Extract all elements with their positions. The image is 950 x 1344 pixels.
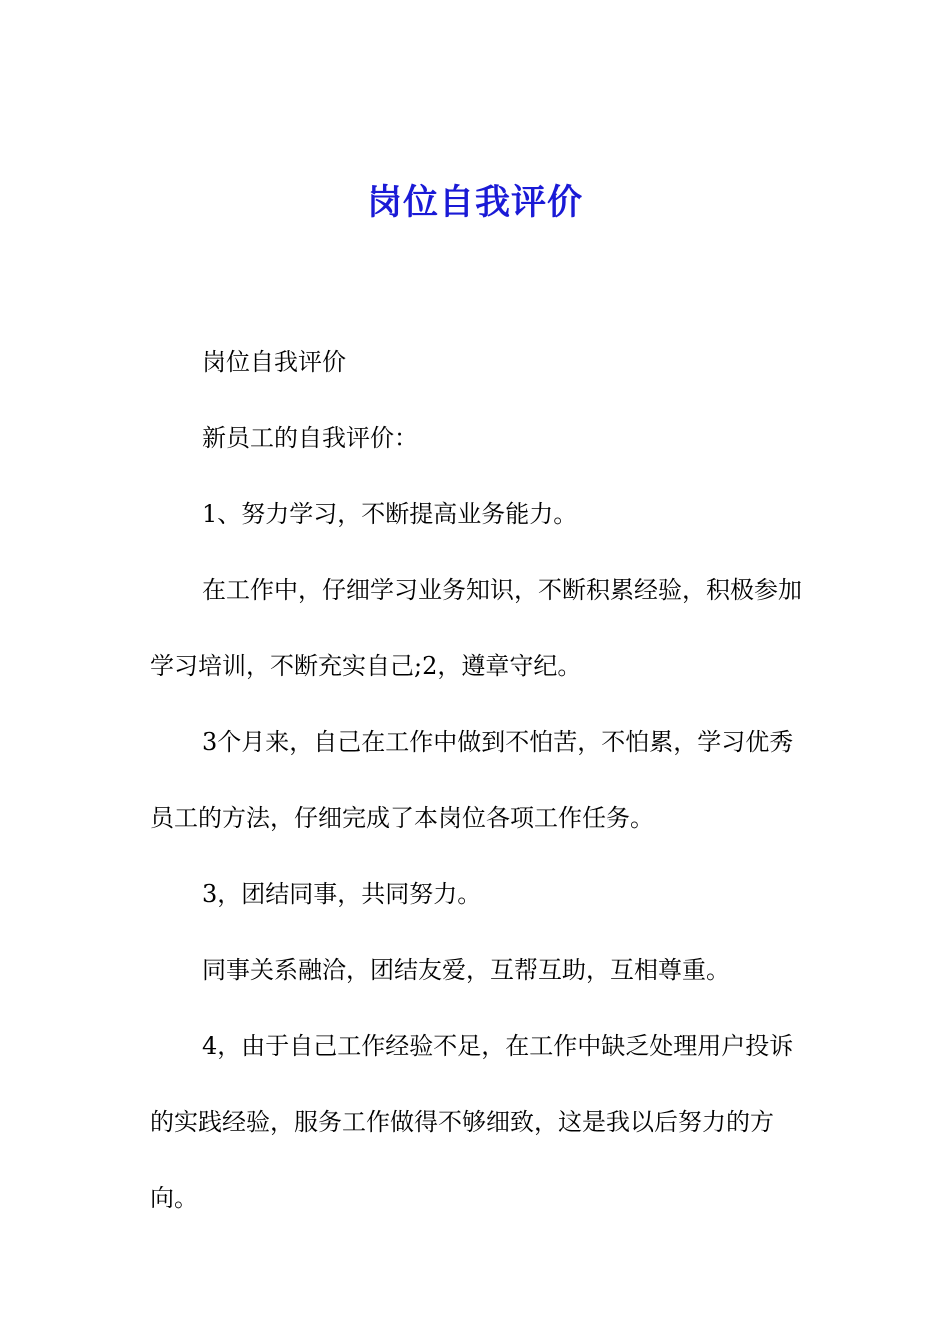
paragraph: 岗位自我评价 <box>202 348 346 376</box>
paragraph: 1、努力学习，不断提高业务能力。 <box>202 500 578 528</box>
paragraph: 新员工的自我评价： <box>202 424 418 452</box>
paragraph: 4，由于自己工作经验不足，在工作中缺乏处理用户投诉的实践经验，服务工作做得不够细致，这是我以后努力的方向。 <box>150 1032 794 1212</box>
paragraph: 3个月来，自己在工作中做到不怕苦，不怕累，学习优秀员工的方法，仔细完成了本岗位各项工作任务。 <box>150 728 794 832</box>
paragraph: 3，团结同事，共同努力。 <box>202 880 482 908</box>
document-body <box>150 324 810 1236</box>
paragraph: 在工作中，仔细学习业务知识，不断积累经验，积极参加学习培训，不断充实自己;2，遵章守纪。 <box>150 576 802 680</box>
paragraph: 同事关系融洽，团结友爱，互帮互助，互相尊重。 <box>202 956 730 984</box>
document-title: 岗位自我评价 <box>366 183 583 223</box>
